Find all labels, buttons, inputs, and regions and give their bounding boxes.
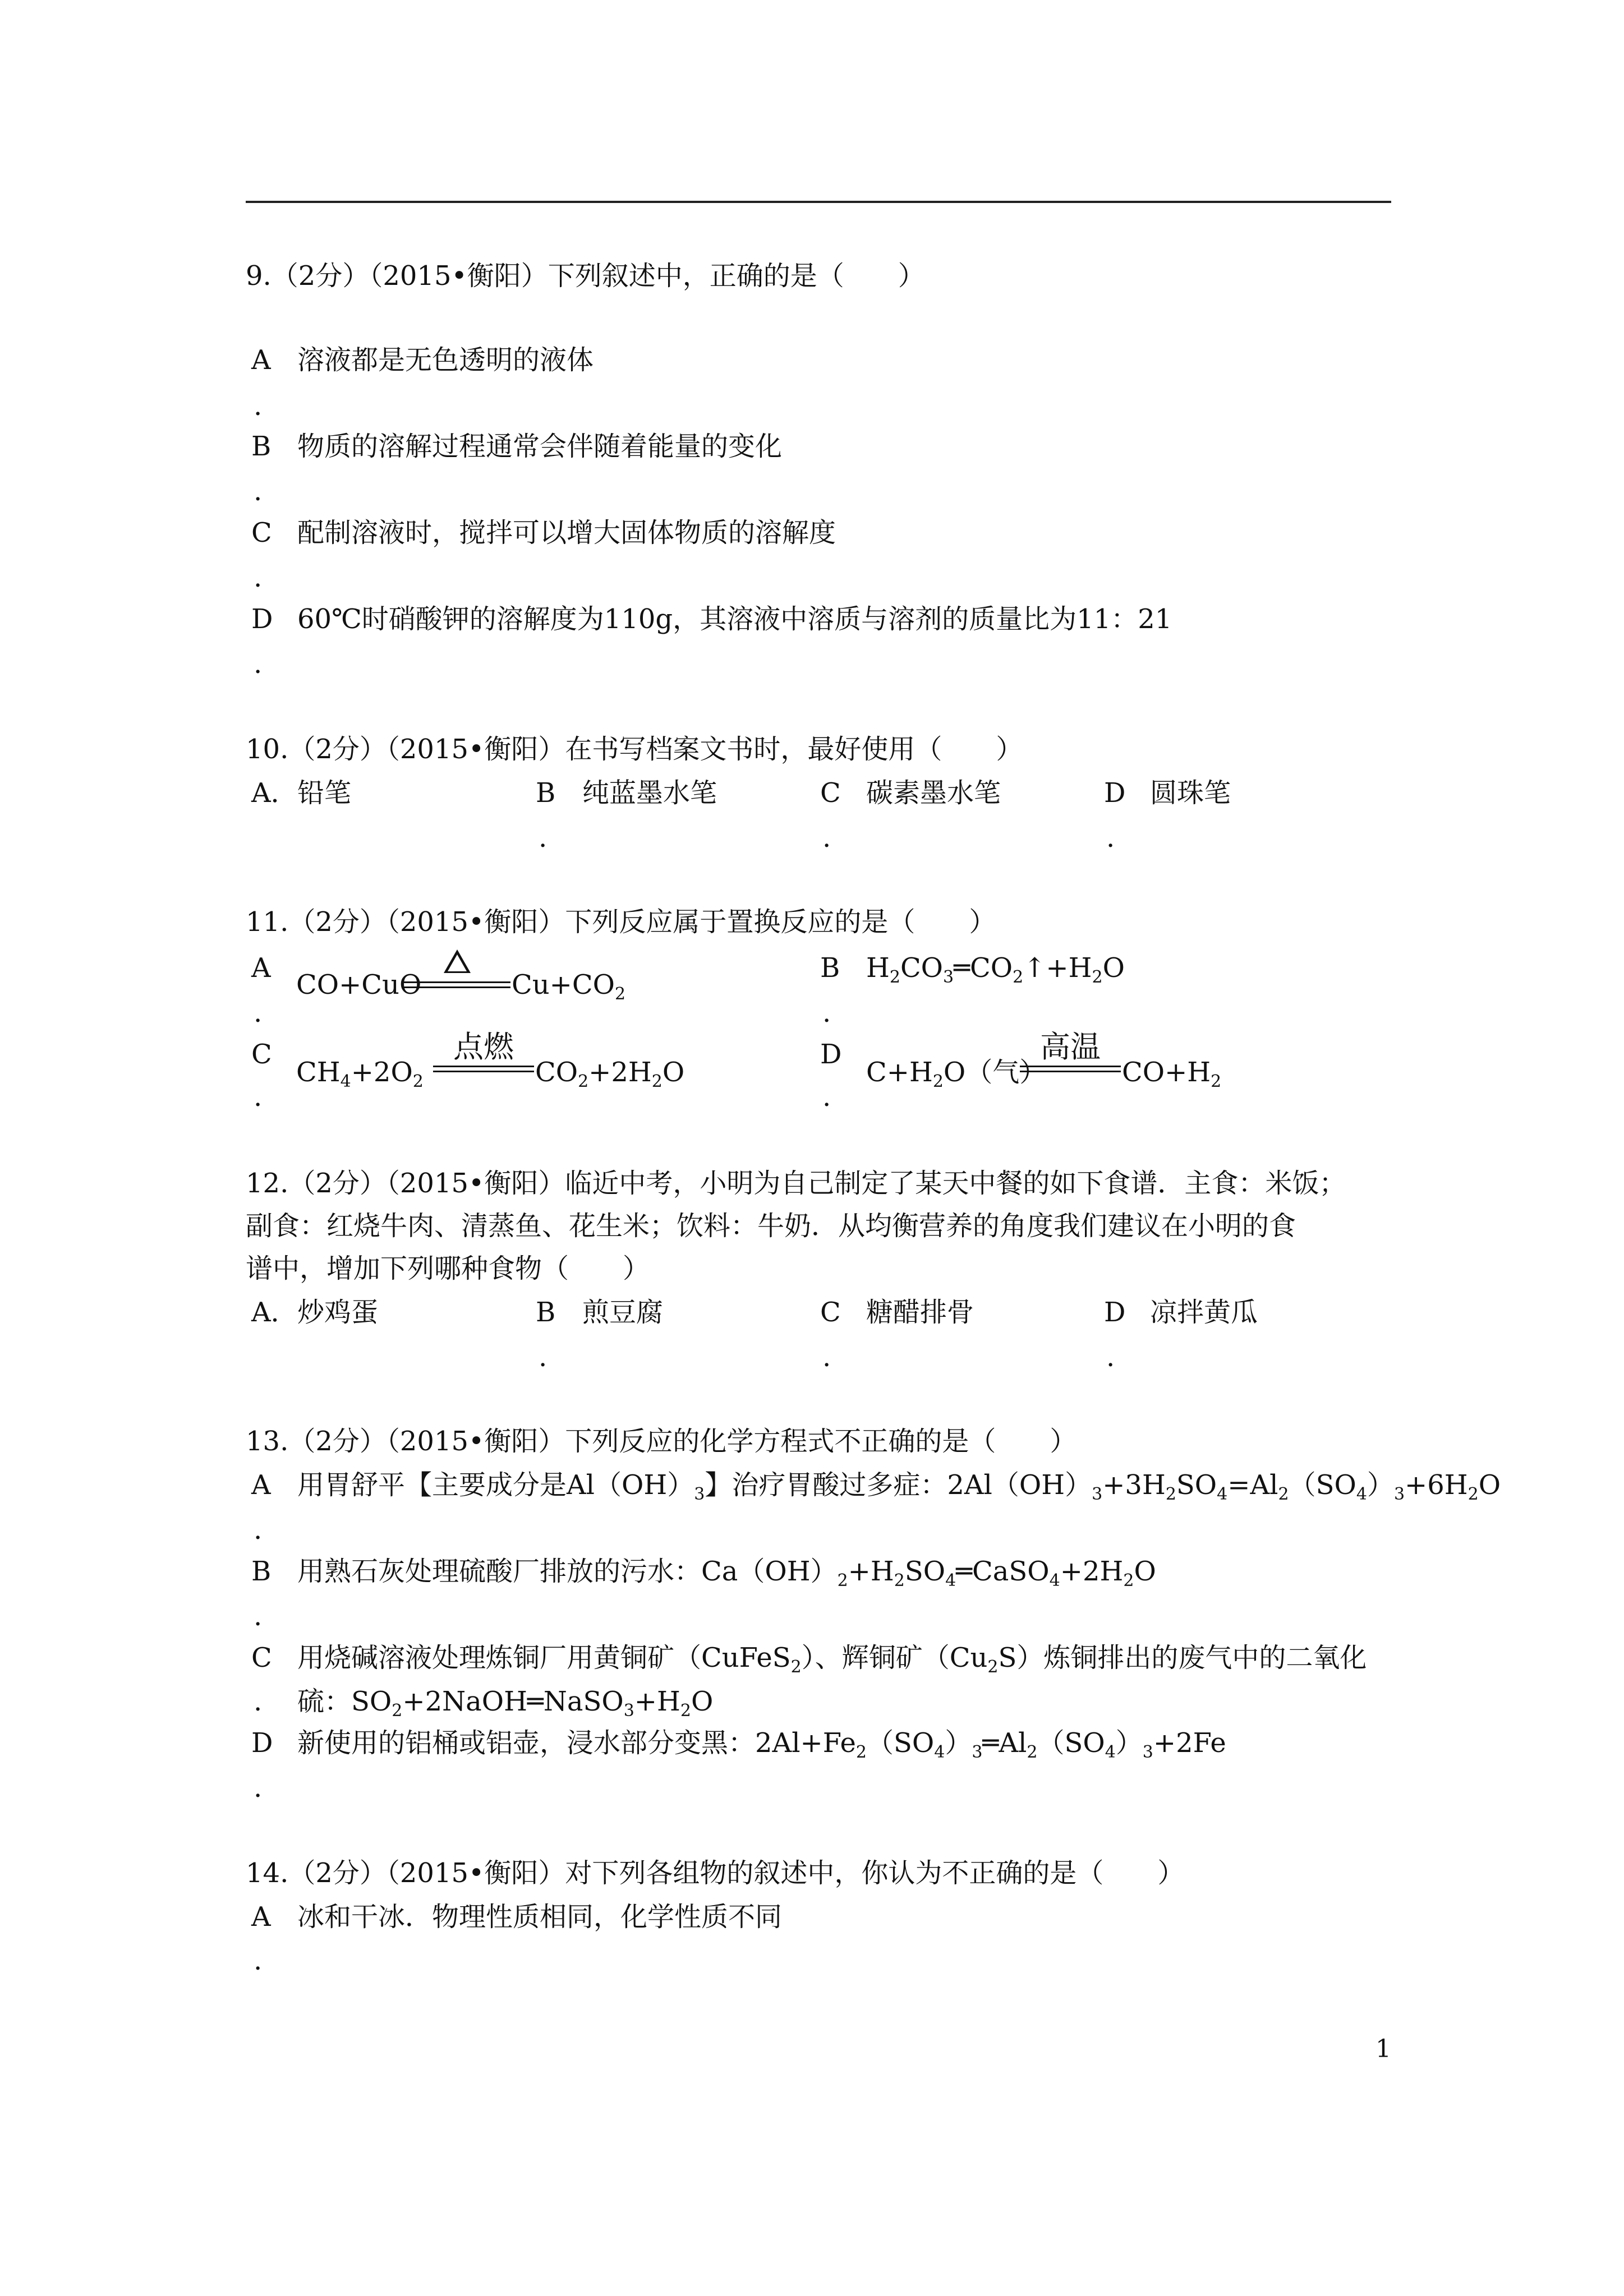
page-number: 1	[1375, 2035, 1391, 2063]
q11-option-c-letter: C	[251, 1039, 272, 1070]
header-rule	[246, 201, 1391, 203]
q10-option-a-text: 铅笔	[297, 777, 352, 809]
q11-d-equals-bar	[1020, 1066, 1121, 1072]
q12-option-c-text: 糖醋排骨	[866, 1297, 974, 1328]
q13-option-b-letter: B	[251, 1556, 272, 1587]
q12-option-d-dot: .	[1106, 1341, 1115, 1373]
q13-option-a-letter: A	[251, 1469, 271, 1501]
q12-option-d-letter: D	[1104, 1297, 1126, 1328]
q9-option-c-dot: .	[254, 562, 263, 593]
q12-option-c-dot: .	[822, 1341, 831, 1373]
q9-option-b-letter: B	[251, 431, 272, 462]
q11-option-b-dot: .	[822, 997, 831, 1029]
q9-option-d-dot: .	[254, 648, 263, 680]
heat-triangle-icon	[444, 949, 471, 973]
q9-option-a-letter: A	[251, 344, 271, 376]
q12-option-a-letter: A．	[251, 1297, 298, 1328]
q10-option-d-text: 圆珠笔	[1150, 777, 1231, 809]
q12-option-c-letter: C	[820, 1297, 841, 1328]
q13-option-c-dot: .	[254, 1686, 263, 1717]
q10-option-a-letter: A．	[251, 777, 298, 809]
q11-option-c-dot: .	[254, 1081, 263, 1113]
q14-option-a-text: 冰和干冰．物理性质相同，化学性质不同	[297, 1901, 783, 1933]
q11-d-condition: 高温	[1020, 1032, 1121, 1072]
q13-option-b-text: 用熟石灰处理硫酸厂排放的污水：$Ca(OH)_2+H_2SO_4═CaSO_4+2H_2O$	[297, 1556, 1156, 1590]
q11-option-d-letter: D	[820, 1039, 842, 1070]
q11-a-equals-bar	[404, 981, 510, 988]
q12-option-b-letter: B	[536, 1297, 556, 1328]
q11-option-a-rhs: $Cu+CO_2$	[512, 969, 626, 1004]
q12-option-d-text: 凉拌黄瓜	[1150, 1297, 1258, 1328]
q11-option-a-lhs: CO+CuO	[296, 969, 422, 1001]
q10-option-b-letter: B	[536, 777, 556, 809]
q10-option-c-text: 碳素墨水笔	[866, 777, 1001, 809]
q13-option-c-text-line2: 硫：$SO_2+2NaOH═NaSO_3+H_2O$	[297, 1686, 714, 1721]
q9-option-d-text: 60℃时硝酸钾的溶解度为110g，其溶液中溶质与溶剂的质量比为11：21	[297, 603, 1172, 635]
q11-c-equals-bar	[433, 1066, 534, 1072]
q13-option-d-dot: .	[254, 1772, 263, 1804]
q14-option-a-letter: A	[251, 1901, 271, 1933]
q11-option-a-dot: .	[254, 997, 263, 1029]
q11-option-d-dot: .	[822, 1081, 831, 1113]
q13-option-b-dot: .	[254, 1601, 263, 1632]
q10-option-c-dot: .	[822, 822, 831, 854]
q9-stem: 9.（2分）（2015•衡阳）下列叙述中，正确的是（ ）	[246, 260, 925, 292]
q13-option-c-text-line1: 用烧碱溶液处理炼铜厂用黄铜矿（CuFeS$_2$）、辉铜矿$(Cu_2S)$炼铜排出的废气中的二氧化	[297, 1642, 1367, 1677]
q10-option-c-letter: C	[820, 777, 841, 809]
q11-option-c-lhs: $CH_4+2O_2$	[296, 1057, 424, 1091]
q11-a-condition	[404, 948, 510, 988]
q13-option-c-letter: C	[251, 1642, 272, 1673]
q11-option-a-letter: A	[251, 952, 271, 984]
q9-option-b-dot: .	[254, 476, 263, 507]
q12-stem-line3: 谱中，增加下列哪种食物（ ）	[246, 1253, 650, 1284]
q11-option-b-letter: B	[820, 952, 840, 984]
q14-stem: 14.（2分）（2015•衡阳）对下列各组物的叙述中，你认为不正确的是（ ）	[246, 1857, 1185, 1889]
q14-option-a-dot: .	[254, 1945, 263, 1976]
q11-option-d-lhs: $C+H_2O$（气）	[866, 1057, 1047, 1091]
q10-option-b-text: 纯蓝墨水笔	[582, 777, 717, 809]
q9-option-c-letter: C	[251, 517, 272, 548]
q11-stem: 11.（2分）（2015•衡阳）下列反应属于置换反应的是（ ）	[246, 906, 996, 938]
q9-option-a-text: 溶液都是无色透明的液体	[297, 344, 594, 376]
q11-option-b-equation: $H_2CO_3═CO_2↑+H_2O$	[866, 952, 1125, 987]
q13-stem: 13.（2分）（2015•衡阳）下列反应的化学方程式不正确的是（ ）	[246, 1426, 1077, 1457]
q10-stem: 10.（2分）（2015•衡阳）在书写档案文书时，最好使用（ ）	[246, 734, 1023, 765]
q12-option-a-text: 炒鸡蛋	[297, 1297, 379, 1328]
q13-option-a-dot: .	[254, 1514, 263, 1546]
q9-option-d-letter: D	[251, 603, 273, 635]
q10-option-d-dot: .	[1106, 822, 1115, 854]
q12-option-b-dot: .	[539, 1341, 548, 1373]
q9-option-c-text: 配制溶液时，搅拌可以增大固体物质的溶解度	[297, 517, 836, 548]
q13-option-d-text: 新使用的铝桶或铝壶，浸水部分变黑：$2Al+Fe_2(SO_4)_3═Al_2(SO_4)_3+2Fe$	[297, 1727, 1226, 1762]
q10-option-d-letter: D	[1104, 777, 1126, 809]
q13-option-a-text: 用胃舒平【主要成分是$Al(OH)_3$】治疗胃酸过多症：$2Al(OH)_3+3H_2SO_4=Al_2(SO_4)_3+6H_2O$	[297, 1469, 1501, 1504]
q12-stem-line2: 副食：红烧牛肉、清蒸鱼、花生米；饮料：牛奶．从均衡营养的角度我们建议在小明的食	[246, 1210, 1296, 1242]
q11-c-condition: 点燃	[433, 1032, 534, 1072]
q12-stem-line1: 12.（2分）（2015•衡阳）临近中考，小明为自己制定了某天中餐的如下食谱．主食：米饭；	[246, 1168, 1346, 1199]
q10-option-b-dot: .	[539, 822, 548, 854]
q11-option-c-rhs: $CO_2+2H_2O$	[535, 1057, 685, 1091]
q9-option-a-dot: .	[254, 390, 263, 422]
q11-option-d-rhs: $CO+H_2$	[1122, 1057, 1222, 1091]
q12-option-b-text: 煎豆腐	[582, 1297, 664, 1328]
q9-option-b-text: 物质的溶解过程通常会伴随着能量的变化	[297, 431, 783, 462]
q13-option-d-letter: D	[251, 1727, 273, 1759]
